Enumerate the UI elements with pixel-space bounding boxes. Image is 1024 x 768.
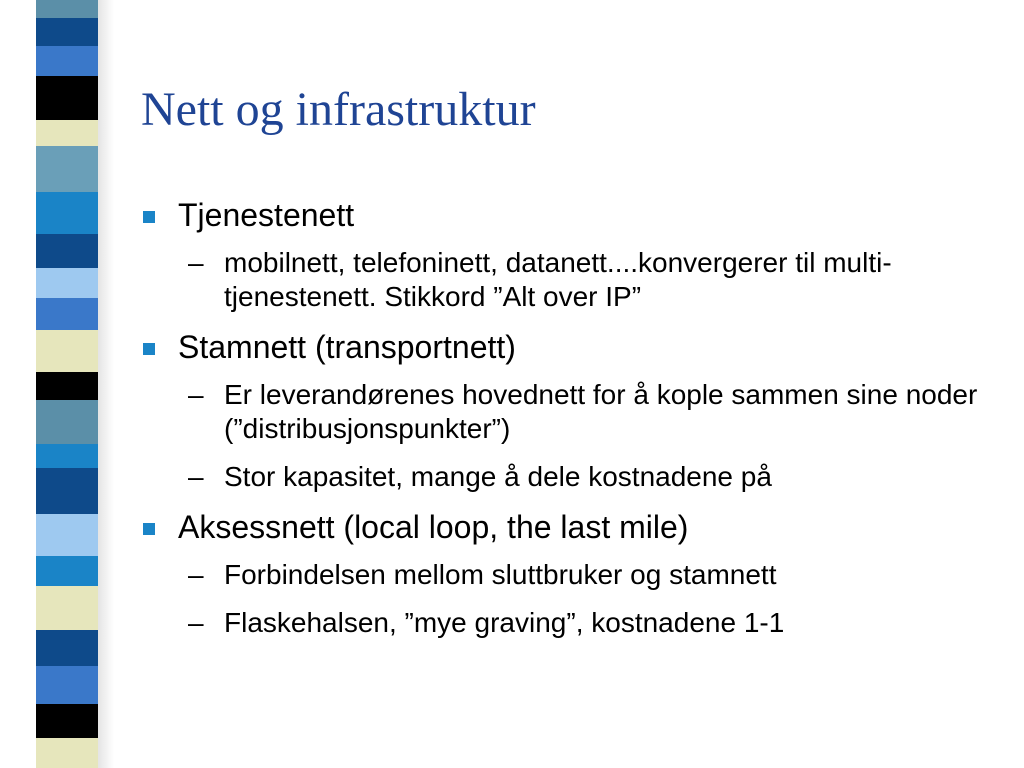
- sub-bullet-item: [142, 378, 1002, 446]
- stripe-block: [36, 372, 98, 400]
- dash-marker: –: [188, 247, 204, 278]
- bullet-text: Tjenestenett: [178, 197, 355, 233]
- bullet-text: Stamnett (transportnett): [178, 329, 516, 365]
- sub-bullet-text: Er leverandørenes hovednett for å kople sammen sine noder (”distribusjonspunkter”): [224, 379, 978, 444]
- sub-bullet-text: Stor kapasitet, mange å dele kostnadene på: [224, 461, 772, 492]
- stripe-block: [36, 444, 98, 468]
- slide-title: Nett og infrastruktur: [141, 83, 536, 136]
- stripe-block: [36, 586, 98, 630]
- stripe-block: [36, 400, 98, 444]
- stripe-block: [36, 146, 98, 192]
- dash-marker: –: [188, 559, 204, 590]
- sub-bullet-item: [142, 460, 1002, 494]
- stripe-block: [36, 234, 98, 268]
- stripe-block: [36, 468, 98, 514]
- stripe-block: [36, 330, 98, 372]
- sub-bullet-text: Forbindelsen mellom sluttbruker og stamnett: [224, 559, 777, 590]
- stripe-block: [36, 704, 98, 738]
- square-bullet-icon: [143, 523, 155, 535]
- stripe-block: [36, 666, 98, 704]
- square-bullet-icon: [143, 211, 155, 223]
- stripe-shadow: [98, 0, 114, 768]
- bullet-group: [142, 328, 1002, 494]
- sub-bullet-text: mobilnett, telefoninett, datanett....konvergerer til multi-tjenestenett. Stikkord ”Alt over IP”: [224, 247, 892, 312]
- stripe-block: [36, 18, 98, 46]
- stripe-block: [36, 298, 98, 330]
- square-bullet-icon: [143, 343, 155, 355]
- dash-marker: –: [188, 379, 204, 410]
- sub-bullet-item: [142, 606, 1002, 640]
- stripe-block: [36, 514, 98, 556]
- stripe-block: [36, 0, 98, 18]
- dash-marker: –: [188, 607, 204, 638]
- stripe-block: [36, 192, 98, 234]
- bullet-text: Aksessnett (local loop, the last mile): [178, 509, 689, 545]
- sub-bullet-item: [142, 246, 1002, 314]
- bullet-group: [142, 508, 1002, 640]
- bullet-item: [142, 508, 1002, 546]
- bullet-item: [142, 196, 1002, 234]
- dash-marker: –: [188, 461, 204, 492]
- sub-bullet-text: Flaskehalsen, ”mye graving”, kostnadene 1-1: [224, 607, 785, 638]
- bullet-group: [142, 196, 1002, 314]
- stripe-block: [36, 76, 98, 120]
- bullet-item: [142, 328, 1002, 366]
- stripe-block: [36, 46, 98, 76]
- stripe-block: [36, 120, 98, 146]
- stripe-block: [36, 738, 98, 768]
- stripe-block: [36, 630, 98, 666]
- sub-bullet-item: [142, 558, 1002, 592]
- slide-body: [142, 196, 1002, 654]
- stripe-block: [36, 268, 98, 298]
- decorative-stripe: [36, 0, 98, 768]
- stripe-block: [36, 556, 98, 586]
